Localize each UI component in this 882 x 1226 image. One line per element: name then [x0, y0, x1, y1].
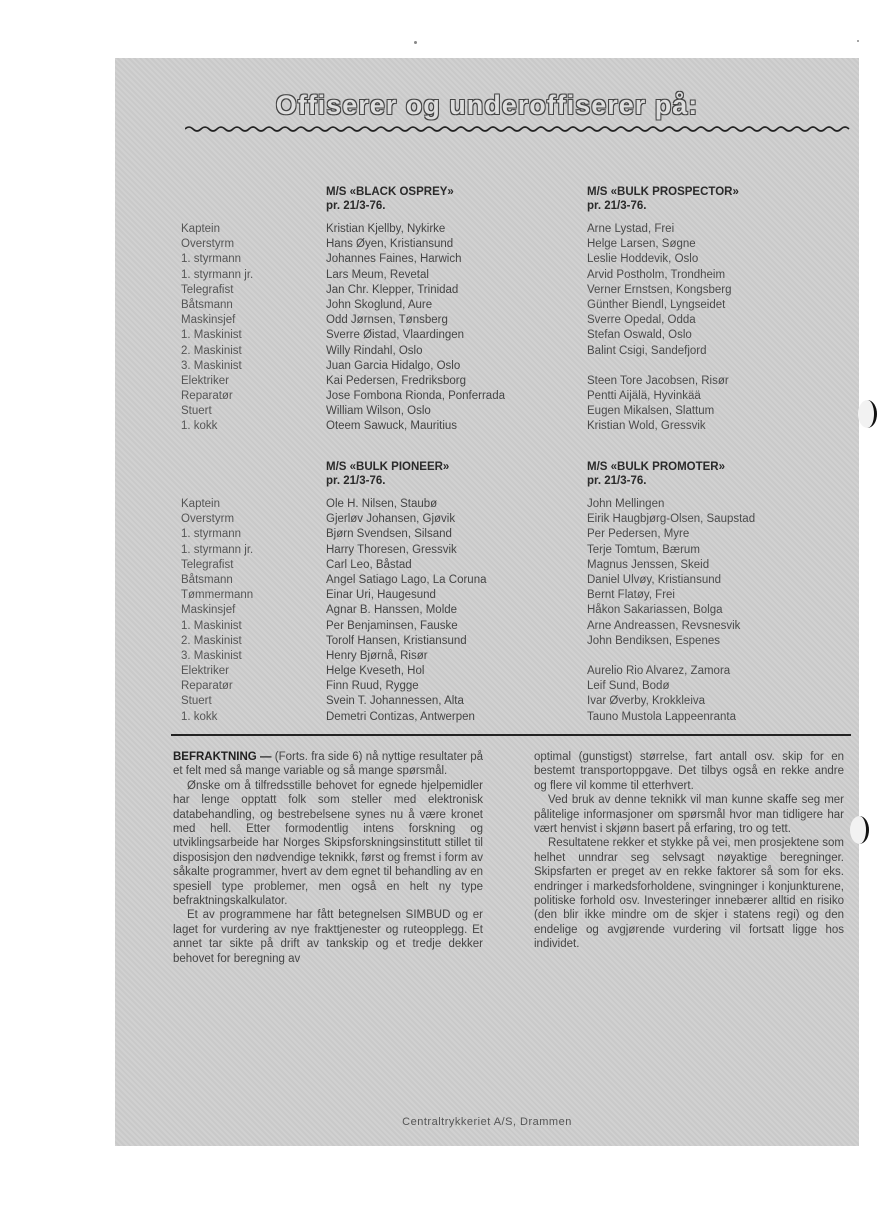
scanned-page — [115, 58, 859, 1146]
crew-member: Leslie Hoddevik, Oslo — [587, 253, 699, 266]
crew-role: 1. kokk — [181, 710, 218, 723]
crew-member: Gjerløv Johansen, Gjøvik — [326, 513, 456, 526]
dust-speck — [857, 40, 859, 42]
crew-role: 1. styrmann jr. — [181, 543, 254, 556]
ship-name: M/S «BULK PROMOTER» — [587, 461, 726, 473]
crew-member: Kristian Kjellby, Nykirke — [326, 223, 446, 235]
crew-member: Aurelio Rio Alvarez, Zamora — [587, 665, 731, 678]
article-heading: BEFRAKTNING — — [173, 751, 272, 763]
crew-member: John Bendiksen, Espenes — [587, 634, 720, 647]
ship-header-bulk-prospector — [587, 185, 739, 213]
article-left-column — [173, 750, 483, 966]
ship-name: M/S «BLACK OSPREY» — [326, 186, 454, 198]
crew-member — [587, 649, 755, 664]
crew-member: Arne Lystad, Frei — [587, 223, 675, 235]
punch-hole-icon — [850, 816, 869, 844]
crew-member: Angel Satiago Lago, La Coruna — [326, 573, 487, 586]
wavy-divider — [185, 124, 853, 134]
crew-member: Ivar Øverby, Krokkleiva — [587, 695, 706, 708]
crew-member: Juan Garcia Hidalgo, Oslo — [326, 359, 461, 372]
crew-role: Telegrafist — [181, 558, 234, 571]
crew-member: Hans Øyen, Kristiansund — [326, 238, 454, 251]
crew-member: Willy Rindahl, Oslo — [326, 344, 423, 357]
crew-member: Steen Tore Jacobsen, Risør — [587, 374, 729, 387]
crew-member: Johannes Faines, Harwich — [326, 253, 462, 266]
crew-member: Sverre Opedal, Odda — [587, 314, 696, 327]
crew-member: Magnus Jenssen, Skeid — [587, 558, 710, 571]
crew-member: Finn Ruud, Rygge — [326, 680, 419, 693]
crew-member: Demetri Contizas, Antwerpen — [326, 710, 475, 723]
crew-role: 1. kokk — [181, 420, 218, 433]
ship-name: M/S «BULK PROSPECTOR» — [587, 186, 739, 198]
dust-speck — [414, 41, 417, 44]
crew-role: Elektriker — [181, 665, 229, 678]
crew-role: 1. styrmann — [181, 528, 242, 541]
crew-member: Bernt Flatøy, Frei — [587, 589, 675, 602]
article-paragraph: Resultatene rekker et stykke på vei, men prosjektene som helhet unndrar seg selvsagt nøyaktige beregninger. Skipsfarten er preget av en rekke faktorer så som for eks. endringer i markedsforholdene, svingninger i konjunkturene, politiske forhold osv. Investeringer innebærer alltid en risiko (den blir ikke mindre om de skjer i statens regi) og den endelige og avgjørende vurdering vil fortsatt ligge hos individet. — [534, 837, 844, 951]
crew-member: Lars Meum, Revetal — [326, 268, 429, 281]
crew-member: Einar Uri, Haugesund — [326, 589, 436, 602]
article-opening — [173, 750, 483, 779]
printer-imprint: Centraltrykkeriet A/S, Drammen — [402, 1116, 572, 1128]
crew-member: Agnar B. Hanssen, Molde — [326, 604, 458, 617]
crew-member: John Mellingen — [587, 498, 665, 510]
article-paragraph: Ved bruk av denne teknikk vil man kunne skaffe seg mer pålitelige informasjoner om spørsmål hvor man tidligere har vært henvist i skjønn basert på erfaring, tro og tett. — [534, 794, 844, 836]
crew-role: 1. Maskinist — [181, 329, 242, 342]
crew-member: Helge Larsen, Søgne — [587, 238, 696, 251]
crew-member: Harry Thoresen, Gressvik — [326, 543, 457, 556]
crew-role: Elektriker — [181, 374, 229, 387]
crew-member: Bjørn Svendsen, Silsand — [326, 528, 452, 541]
crew-role: 1. Maskinist — [181, 619, 242, 632]
crew-role: Reparatør — [181, 390, 233, 403]
crew-member: Per Benjaminsen, Fauske — [326, 619, 458, 632]
crew-member: Stefan Oswald, Oslo — [587, 329, 692, 342]
crew-member: Jan Chr. Klepper, Trinidad — [326, 283, 459, 296]
crew-member: Ole H. Nilsen, Staubø — [326, 498, 438, 510]
crew-role: Telegrafist — [181, 283, 234, 296]
crew-column — [326, 222, 505, 435]
crew-member: Henry Bjørnå, Risør — [326, 649, 428, 662]
crew-role: 3. Maskinist — [181, 359, 242, 372]
crew-member: Carl Leo, Båstad — [326, 558, 412, 571]
section-rule — [171, 734, 851, 736]
ship-date: pr. 21/3-76. — [587, 475, 647, 487]
crew-role: Båtsmann — [181, 298, 233, 311]
article-paragraph: optimal (gunstigst) størrelse, fart antall osv. skip for en bestemt transportoppgave. Det tilbys også en rekke andre og flere vil komme til etterhvert. — [534, 751, 844, 792]
crew-member: Oteem Sawuck, Mauritius — [326, 420, 458, 433]
crew-member: Pentti Aijälä, Hyvinkää — [587, 390, 701, 403]
ship-header-bulk-promoter — [587, 460, 725, 488]
role-column — [181, 497, 253, 725]
crew-member: Daniel Ulvøy, Kristiansund — [587, 573, 722, 586]
crew-member: Jose Fombona Rionda, Ponferrada — [326, 390, 505, 403]
crew-member: Kai Pedersen, Fredriksborg — [326, 374, 466, 387]
crew-member: John Skoglund, Aure — [326, 298, 433, 311]
article-right-column — [534, 750, 844, 952]
crew-member: Leif Sund, Bodø — [587, 680, 670, 693]
article-opening-text: (Forts. fra side 6) nå nyttige resultater på et felt med så mange variable og så mange spørsmål. — [173, 751, 483, 778]
crew-role: Maskinsjef — [181, 604, 236, 617]
crew-member: Svein T. Johannessen, Alta — [326, 695, 464, 708]
crew-role: Tømmermann — [181, 589, 254, 602]
crew-member — [587, 359, 731, 374]
crew-role: Overstyrm — [181, 238, 235, 251]
crew-member: Verner Ernstsen, Kongsberg — [587, 283, 732, 296]
crew-member: Terje Tomtum, Bærum — [587, 543, 700, 556]
crew-column — [587, 222, 731, 435]
crew-member: William Wilson, Oslo — [326, 405, 431, 418]
ship-date: pr. 21/3-76. — [326, 475, 386, 487]
crew-member: Arne Andreassen, Revsnesvik — [587, 619, 741, 632]
crew-role: Overstyrm — [181, 513, 235, 526]
crew-role: 2. Maskinist — [181, 344, 242, 357]
crew-member: Balint Csigi, Sandefjord — [587, 344, 707, 357]
ship-date: pr. 21/3-76. — [326, 200, 386, 212]
role-column — [181, 222, 253, 435]
crew-role: 1. styrmann jr. — [181, 268, 254, 281]
crew-role: Stuert — [181, 695, 212, 708]
ship-date: pr. 21/3-76. — [587, 200, 647, 212]
crew-role: Kaptein — [181, 498, 221, 510]
crew-member: Arvid Postholm, Trondheim — [587, 268, 726, 281]
crew-member: Sverre Øistad, Vlaardingen — [326, 329, 465, 342]
ship-name: M/S «BULK PIONEER» — [326, 461, 450, 473]
crew-member: Eugen Mikalsen, Slattum — [587, 405, 715, 418]
crew-member: Odd Jørnsen, Tønsberg — [326, 314, 448, 327]
crew-role: 1. styrmann — [181, 253, 242, 266]
crew-role: Båtsmann — [181, 573, 233, 586]
crew-role: Maskinsjef — [181, 314, 236, 327]
crew-member: Eirik Haugbjørg-Olsen, Saupstad — [587, 513, 756, 526]
crew-role: Kaptein — [181, 223, 221, 235]
crew-member: Torolf Hansen, Kristiansund — [326, 634, 467, 647]
crew-member: Helge Kveseth, Hol — [326, 665, 425, 678]
crew-member: Kristian Wold, Gressvik — [587, 420, 706, 433]
ship-header-black-osprey — [326, 185, 454, 213]
punch-hole-icon — [858, 400, 877, 428]
crew-role: 3. Maskinist — [181, 649, 242, 662]
crew-role: 2. Maskinist — [181, 634, 242, 647]
crew-column — [326, 497, 486, 725]
crew-member: Per Pedersen, Myre — [587, 528, 690, 541]
article-paragraph: Ønske om å tilfredsstille behovet for egnede hjelpemidler har lenge opptatt folk som steller med elektronisk databehandling, og bestrebelsene synes nu å være kronet med hell. Etter formodentlig intens forskning og utviklingsarbeide har Norges Skipsforskningsinstitutt stillet til disposisjon den nødvendige teknikk, først og fremst i form av såkalte programmer, hvert av dem egnet til behandling av en spesiell type problemer, men også en helt ny type befraktningskalkulator. — [173, 779, 483, 908]
ship-header-bulk-pioneer — [326, 460, 449, 488]
page-title: Offiserer og underoffiserer på: — [275, 90, 699, 120]
crew-member: Håkon Sakariassen, Bolga — [587, 604, 723, 617]
crew-column — [587, 497, 755, 725]
crew-member: Günther Biendl, Lyngseidet — [587, 298, 726, 311]
article-paragraph: Et av programmene har fått betegnelsen SIMBUD og er laget for vurdering av nye frakttjenester og ruteopplegg. Et annet tar sikte på drift av tankskip og et tredje dekker behovet for beregning av — [173, 909, 483, 965]
crew-role: Stuert — [181, 405, 212, 418]
crew-role: Reparatør — [181, 680, 233, 693]
crew-member: Tauno Mustola Lappeenranta — [587, 710, 736, 723]
